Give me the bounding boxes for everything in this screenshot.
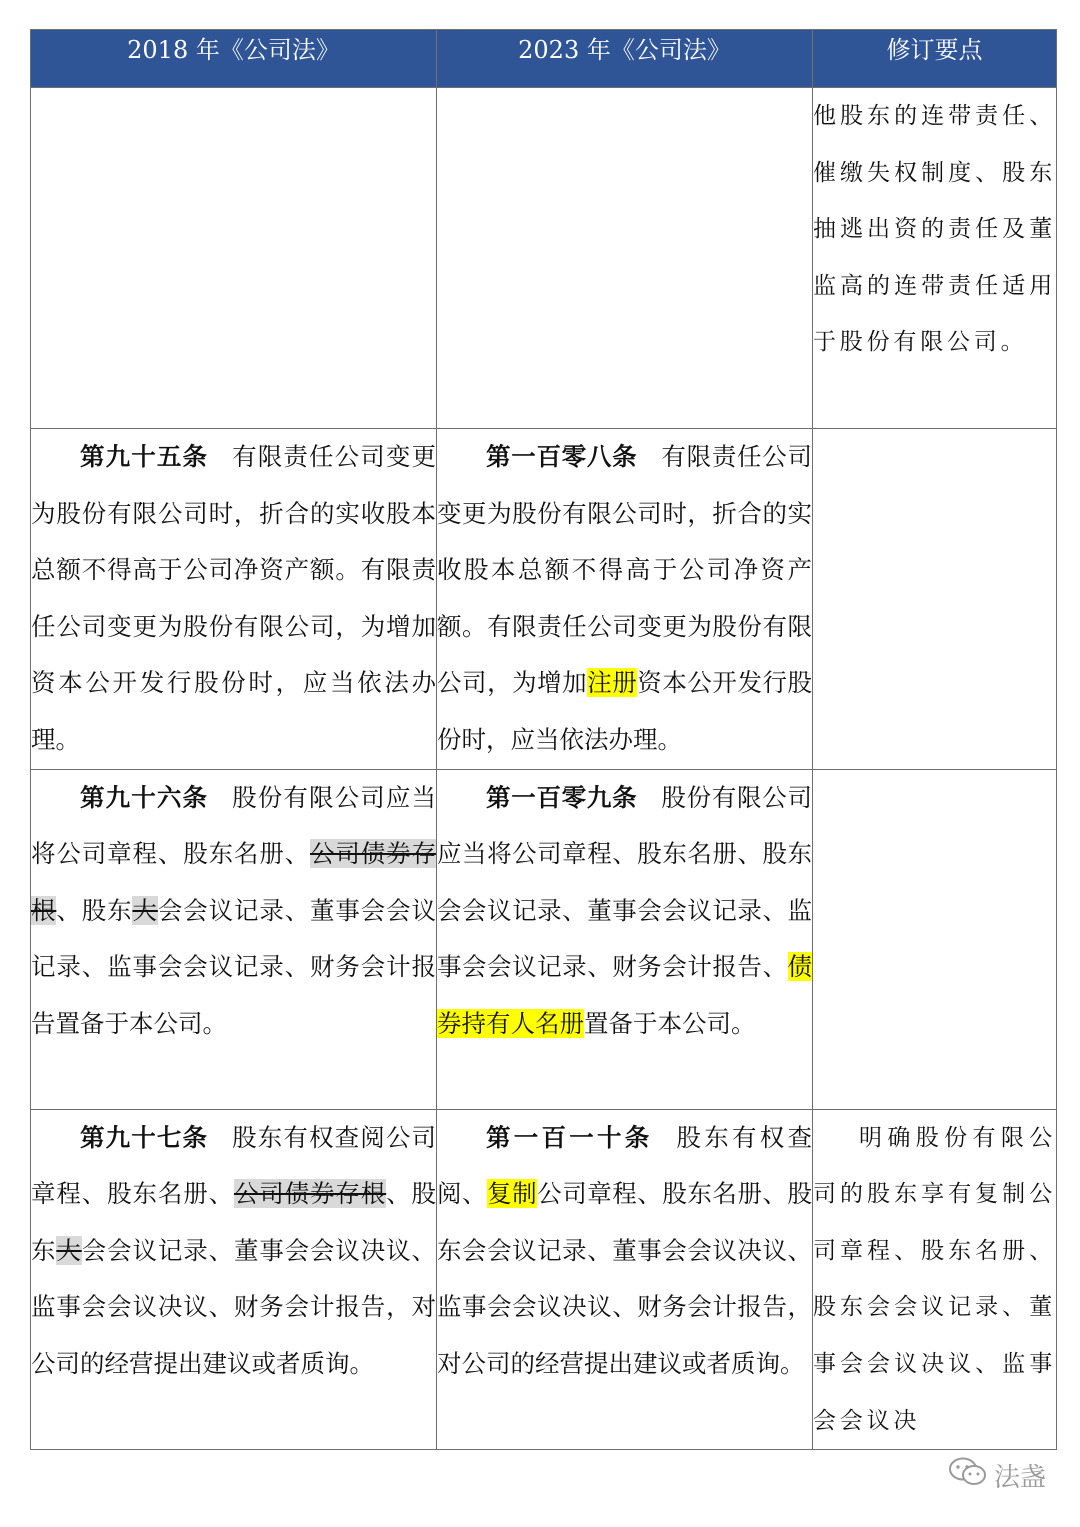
- table-row: [31, 429, 1057, 770]
- new-law-cell: [437, 429, 813, 770]
- revision-note: 明确股份有限公司的股东享有复制公司章程、股东名册、股东会会议记录、董事会会议决议、监事会会议决: [813, 1124, 1056, 1434]
- deleted-text: 公司债券存根: [31, 839, 437, 925]
- article-number: 第九十七条: [80, 1122, 209, 1152]
- watermark: [948, 1456, 1046, 1495]
- old-article-text: [31, 770, 436, 1053]
- revision-note: 他股东的连带责任、催缴失权制度、股东抽逃出资的责任及董监高的连带责任适用于股份有限公司。: [813, 103, 1056, 356]
- revision-note-cell: [813, 769, 1057, 1109]
- old-article-text: [31, 429, 436, 769]
- article-number: 第一百一十条: [486, 1122, 653, 1152]
- article-body: 股份有限公司应当将公司章程、股东名册、: [31, 782, 436, 869]
- new-article-text: [437, 1110, 812, 1393]
- article-body: 、股东: [31, 1179, 437, 1265]
- article-body: 有限责任公司变更为股份有限公司时，折合的实收股本总额不得高于公司净资产额。有限责任公司变更为股份有限公司，为增加资本公开发行股份时，应当依法办理。: [31, 442, 436, 754]
- highlighted-addition: 注册: [587, 668, 638, 698]
- new-article-text: [437, 770, 812, 1053]
- wechat-icon: [948, 1456, 994, 1495]
- article-body: 股份有限公司应当将公司章程、股东名册、股东会会议记录、董事会会议记录、监事会会议记录、财务会计报告、: [437, 782, 813, 982]
- article-body: 股东有权查阅公司章程、股东名册、: [31, 1122, 436, 1209]
- table-header-row: [31, 30, 1057, 88]
- deleted-text: 大: [132, 895, 158, 925]
- article-number: 第九十五条: [80, 442, 209, 471]
- revision-note-cell: [813, 429, 1057, 770]
- header-2018-law: 2018 年《公司法》: [31, 30, 437, 88]
- revision-note-cell: [813, 88, 1057, 429]
- law-comparison-table: [30, 29, 1057, 1450]
- article-body: 有限责任公司变更为股份有限公司时，折合的实收股本总额不得高于公司净资产额。有限责任公司变更为股份有限公司，为增加: [437, 442, 813, 698]
- old-law-cell: [31, 429, 437, 770]
- header-2023-law: 2023 年《公司法》: [437, 30, 813, 88]
- header-revision-points: 修订要点: [813, 30, 1057, 88]
- old-law-cell: [31, 769, 437, 1109]
- deleted-text: 公司债券存根: [233, 1179, 387, 1209]
- table-row: [31, 1109, 1057, 1450]
- deleted-text: 大: [56, 1235, 82, 1265]
- article-body: 置备于本公司。: [584, 1008, 756, 1038]
- table-row: [31, 88, 1057, 429]
- article-number: 第一百零九条: [486, 782, 638, 812]
- article-body: 、股东: [56, 895, 133, 925]
- new-law-cell: [437, 1109, 813, 1450]
- old-law-cell: [31, 88, 437, 429]
- table-row: [31, 769, 1057, 1109]
- new-law-cell: [437, 88, 813, 429]
- article-body: 会会议记录、董事会会议记录、监事会会议记录、财务会计报告置备于本公司。: [31, 895, 437, 1038]
- highlighted-addition: 债券持有人名册: [437, 952, 812, 1038]
- new-law-cell: [437, 769, 813, 1109]
- old-law-cell: [31, 1109, 437, 1450]
- new-article-text: [437, 429, 812, 769]
- old-article-text: [31, 1110, 436, 1393]
- article-body: 资本公开发行股份时，应当依法办理。: [437, 668, 813, 754]
- highlighted-addition: 复制: [487, 1179, 538, 1209]
- article-number: 第九十六条: [80, 782, 209, 812]
- article-body: 股东有权查阅、: [437, 1122, 812, 1209]
- revision-note-cell: [813, 1109, 1057, 1450]
- article-body: 公司章程、股东名册、股东会会议记录、董事会会议决议、监事会会议决议、财务会计报告，对公司的经营提出建议或者质询。: [437, 1179, 813, 1378]
- article-body: 会会议记录、董事会会议决议、监事会会议决议、财务会计报告，对公司的经营提出建议或者质询。: [31, 1235, 437, 1378]
- watermark-text: 法盏: [994, 1463, 1047, 1493]
- article-number: 第一百零八条: [486, 442, 638, 471]
